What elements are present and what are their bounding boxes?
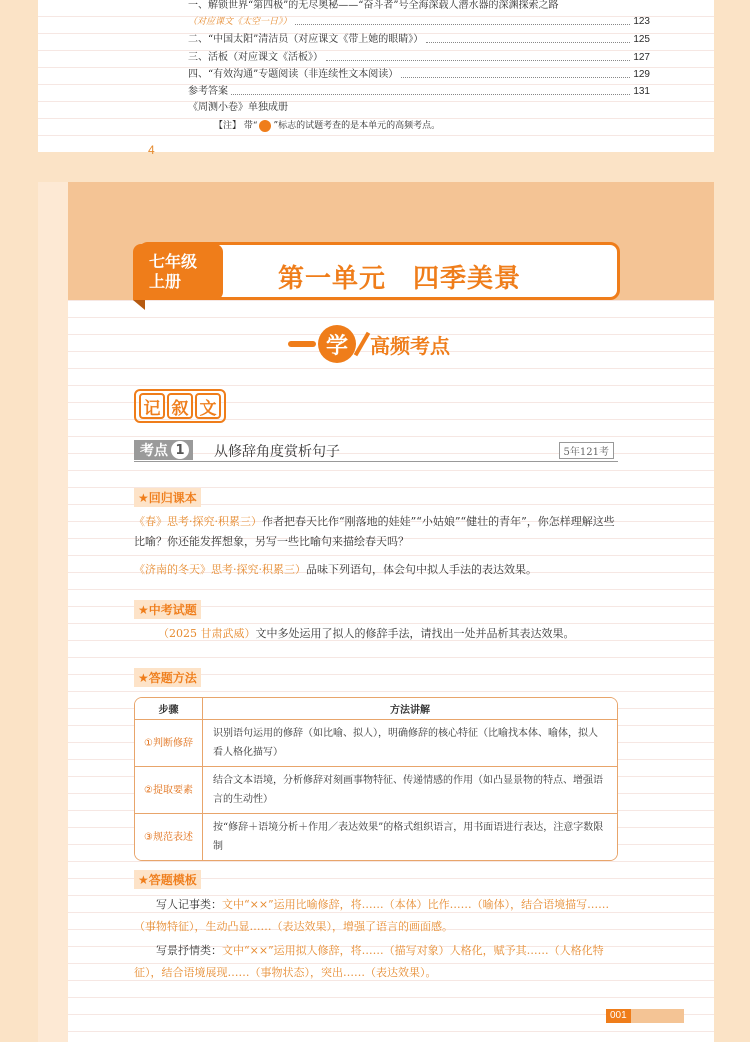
kaodian-title: 从修辞角度赏析句子 [214,444,340,460]
zhongkao-para: （2025 甘肃武威）文中多处运用了拟人的修辞手法，请找出一处并品析其表达效果。 [158,627,575,640]
genre-label: 记 叙 文 [134,389,226,423]
toc-extra: 《周测小卷》单独成册 [188,102,288,113]
kaodian-label: 考点 1 [134,440,193,460]
unit-title: 第一单元 四季美景 [278,264,522,294]
method-table [134,697,618,861]
section-heading [288,325,450,363]
template-para-1: 写人记事类：文中“××”运用比喻修辞，将……（本体）比作……（喻体），结合语境描写……（事物特征），生动凸显……（表达效果），增强了语言的画面感。 [134,898,610,933]
method-heading: ★答题方法 [134,668,201,687]
high-frequency-dot-icon [259,120,271,132]
table-row: ②提取要素 结合文本语境，分析修辞对刻画事物特征、传递情感的作用（如凸显景物的特点、增强语言的生动性） [135,767,617,814]
toc-row[interactable]: 二、“中国太阳”清洁员（对应课文《带上她的眼睛》） 125 [188,34,650,45]
toc-row[interactable]: 参考答案 131 [188,86,650,97]
zhongkao-heading: ★中考试题 [134,600,201,619]
toc-row[interactable]: 三、活板（对应课文《活板》） 127 [188,52,650,63]
margin-bar [38,182,68,1042]
table-row: ③规范表述 按“修辞＋语境分析＋作用／表达效果”的格式组织语言，用书面语进行表达，注意字数限制 [135,814,617,860]
yi-stroke-icon [288,341,316,347]
toc-note: 【注】 带“ ”标志的试题考查的是本单元的高频考点。 [214,121,441,131]
toc-row[interactable]: （对应课文《太空一日》） 123 [188,16,650,27]
xue-badge: 学 [318,325,356,363]
huigui-para-1: 《春》思考·探究·积累三）作者把春天比作“刚落地的娃娃”“小姑娘”“健壮的青年”，你怎样理解这些比喻？你还能发挥想象，另写一些比喻句来描绘春天吗？ [134,515,615,548]
template-para-2: 写景抒情类：文中“××”运用拟人修辞，将……（描写对象）人格化，赋予其……（人格化特征），结合语境展现……（事物状态），突出……（表达效果）。 [134,944,604,979]
toc-row[interactable]: 四、“有效沟通”专题阅读（非连续性文本阅读） 129 [188,69,650,80]
page-number: 4 [148,143,155,157]
footer-page-number: 001 [606,1009,631,1023]
huigui-para-2: 《济南的冬天》思考·探究·积累三）品味下列语句，体会句中拟人手法的表达效果。 [134,563,537,576]
previous-page [38,0,714,157]
kaodian-count: 5年121考 [559,442,614,459]
toc-row[interactable]: 一、解锁世界“第四极”的无尽奥秘——“奋斗者”号全海深载人潜水器的深渊探索之路 [188,0,559,11]
kaodian-bar [134,440,618,462]
template-heading: ★答题模板 [134,870,201,889]
page-footer [606,1009,684,1023]
section-title: 高频考点 [370,333,450,358]
table-header-row: 步骤 方法讲解 [135,698,617,720]
pen-icon [354,332,370,357]
grade-tab: 七年级 上册 [133,244,223,300]
main-page [38,182,714,1042]
table-row: ①判断修辞 识别语句运用的修辞（如比喻、拟人），明确修辞的核心特征（比喻找本体、喻体，拟人看人格化描写） [135,720,617,767]
huigui-heading: ★回归课本 [134,488,201,507]
